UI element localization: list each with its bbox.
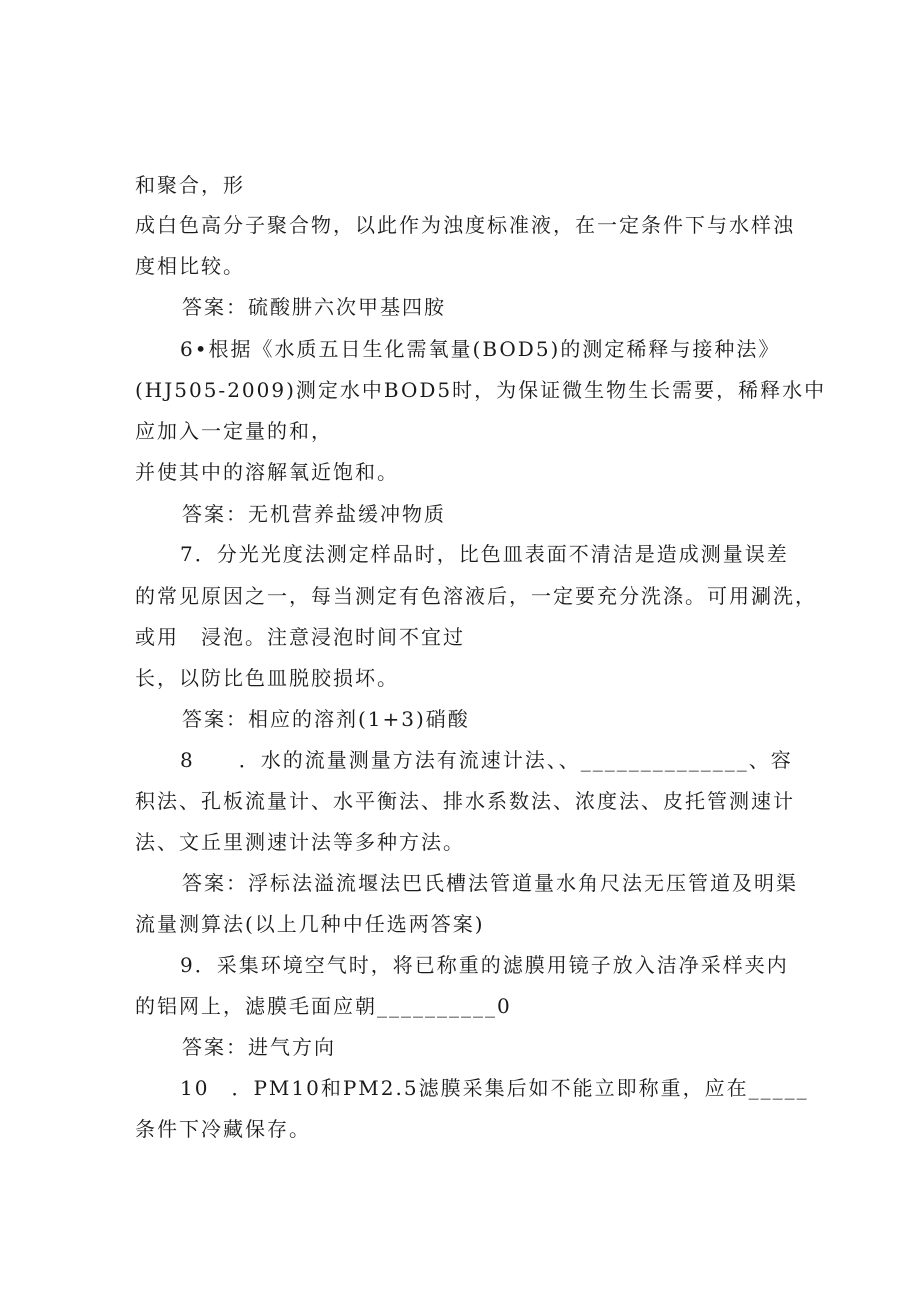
text-line: 成白色高分子聚合物，以此作为浊度标准液，在一定条件下与水样浊 [135, 213, 795, 237]
text-line: 并使其中的溶解氧近饱和。 [135, 460, 399, 484]
answer-line: 答案：进气方向 [182, 1035, 336, 1059]
text-line: 积法、孔板流量计、水平衡法、排水系数法、浓度法、皮托管测速计 [135, 789, 795, 813]
question-8-line: 8 ．水的流量测量方法有流速计法、、______________、容 [180, 748, 793, 772]
text-line: 流量测算法(以上几种中任选两答案) [135, 912, 485, 936]
text-line: 长，以防比色皿脱胶损坏。 [135, 666, 399, 690]
text-line: 或用 浸泡。注意浸泡时间不宜过 [135, 625, 465, 649]
answer-line: 答案：相应的溶剂(1+3)硝酸 [182, 707, 470, 731]
text-line: 条件下冷藏保存。 [135, 1117, 311, 1141]
question-10-line: 10 ．PM10和PM2.5滤膜采集后如不能立即称重，应在_____ [180, 1076, 809, 1100]
text-line: 度相比较。 [135, 254, 245, 278]
text-line: 的铝网上，滤膜毛面应朝__________0 [135, 994, 512, 1018]
text-line: 和聚合，形 [135, 173, 245, 197]
text-line: 的常见原因之一，每当测定有色溶液后，一定要充分洗涤。可用涮洗， [135, 584, 817, 608]
text-line: 应加入一定量的和， [135, 419, 333, 443]
answer-line: 答案：硫酸肼六次甲基四胺 [182, 295, 446, 319]
text-line: (HJ505-2009)测定水中BOD5时，为保证微生物生长需要，稀释水中 [135, 378, 827, 402]
question-9-line: 9．采集环境空气时，将已称重的滤膜用镜子放入洁净采样夹内 [180, 953, 789, 977]
question-6-line: 6•根据《水质五日生化需氧量(BOD5)的测定稀释与接种法》 [180, 337, 781, 361]
text-line: 法、文丘里测速计法等多种方法。 [135, 830, 465, 854]
answer-line: 答案：无机营养盐缓冲物质 [182, 502, 446, 526]
answer-line: 答案：浮标法溢流堰法巴氏槽法管道量水角尺法无压管道及明渠 [182, 871, 798, 895]
question-7-line: 7．分光光度法测定样品时，比色皿表面不清洁是造成测量误差 [180, 542, 789, 566]
